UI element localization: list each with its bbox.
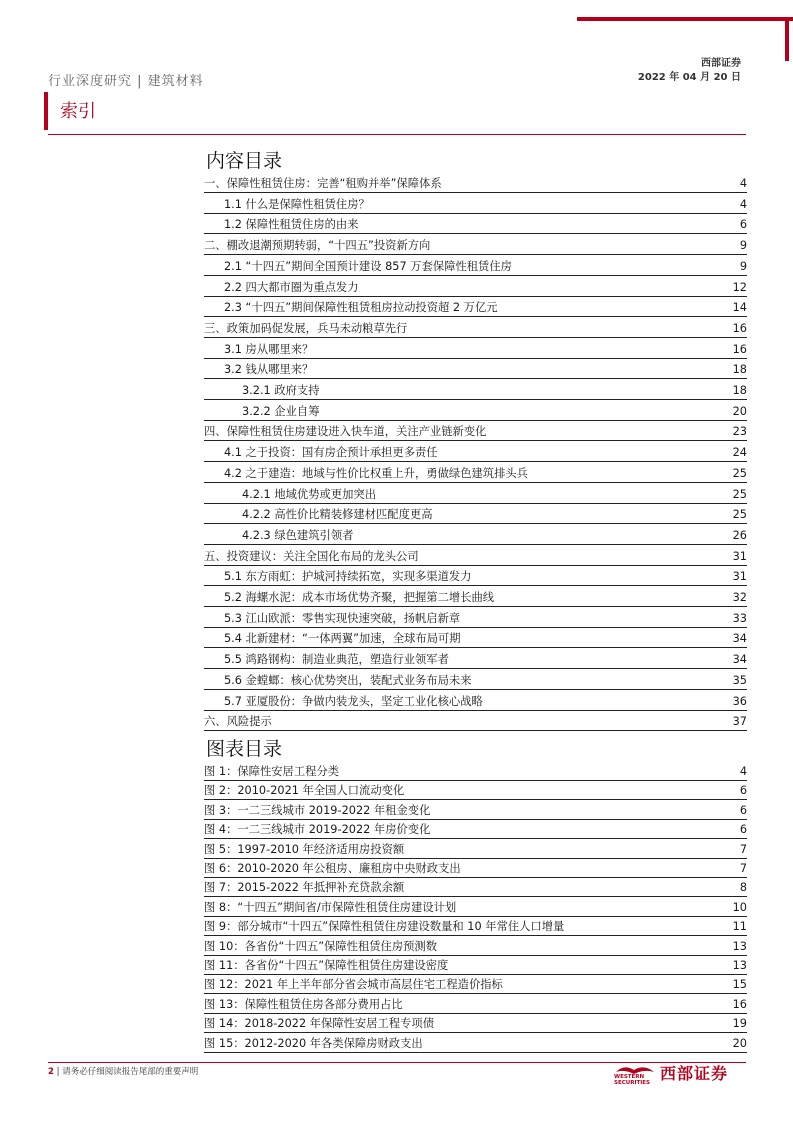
- toc-entry-label: 5.2 海螺水泥：成本市场优势齐聚，把握第二增长曲线: [224, 591, 495, 604]
- toc-entry-label: 5.5 鸿路钢构：制造业典范，塑造行业领军者: [224, 653, 449, 667]
- toc-entry[interactable]: [204, 507, 747, 524]
- toc-entry[interactable]: [204, 466, 747, 483]
- toc-entry[interactable]: [204, 611, 747, 628]
- figure-entry-page: 15: [732, 978, 747, 992]
- figure-entry[interactable]: [204, 1016, 747, 1033]
- logo-english-line-1: WESTERN: [614, 1074, 645, 1080]
- report-category: 行业深度研究 | 建筑材料: [48, 74, 204, 89]
- header-brand: 西部证券: [701, 58, 741, 69]
- toc-entry-page: 24: [732, 446, 747, 460]
- toc-entry-label: 5.4 北新建材：“一体两翼”加速，全球布局可期: [224, 632, 461, 646]
- toc-entry-page: 34: [732, 653, 747, 667]
- toc-entry-label: 二、棚改退潮预期转弱，“十四五”投资新方向: [204, 239, 431, 253]
- figure-entry[interactable]: [204, 880, 747, 897]
- figure-entry-page: 20: [732, 1036, 747, 1050]
- figure-entry[interactable]: [204, 997, 747, 1014]
- toc-entry-page: 31: [732, 570, 747, 584]
- corner-decoration-vertical: [785, 17, 789, 61]
- toc-entry-label: 4.2.1 地域优势或更加突出: [242, 487, 377, 501]
- toc-entry-label: 四、保障性租赁住房建设进入快车道，关注产业链新变化: [204, 425, 487, 439]
- figure-entry-page: 8: [739, 881, 747, 895]
- figure-entry-label: 图 14：2018-2022 年保障性安居工程专项债: [204, 1017, 434, 1031]
- figure-entry-label: 图 15：2012-2020 年各类保障房财政支出: [204, 1036, 423, 1050]
- toc-entry-page: 23: [732, 425, 747, 439]
- figure-entry-page: 6: [739, 823, 747, 837]
- figure-entry-label: 图 1：保障性安居工程分类: [204, 765, 340, 778]
- toc-entry[interactable]: [204, 259, 747, 276]
- figures-title: 图表目录: [206, 738, 283, 760]
- toc-entry-page: 37: [732, 715, 747, 729]
- toc-entry-page: 35: [732, 673, 747, 687]
- toc-entry[interactable]: [204, 714, 747, 731]
- figure-entry-page: 10: [732, 900, 747, 914]
- figure-entry-page: 19: [732, 1017, 747, 1031]
- figure-entry[interactable]: [204, 1036, 747, 1053]
- toc-entry[interactable]: [204, 197, 747, 214]
- toc-entry[interactable]: [204, 404, 747, 421]
- toc-entry-page: 18: [732, 363, 747, 377]
- toc-entry-label: 4.2 之于建造：地域与性价比权重上升，勇做绿色建筑排头兵: [224, 466, 528, 480]
- report-date: 2022 年 04 月 20 日: [637, 72, 741, 83]
- figure-entry-label: 图 12：2021 年上半年部分省会城市高层住宅工程造价指标: [204, 978, 503, 992]
- toc-entry[interactable]: [204, 549, 747, 566]
- toc-entry-page: 16: [732, 321, 747, 335]
- toc-entry-page: 32: [732, 591, 747, 604]
- toc-entry-label: 六、风险提示: [204, 715, 272, 729]
- figure-entry[interactable]: [204, 958, 747, 975]
- toc-entry-page: 20: [732, 404, 747, 418]
- figure-entry-page: 16: [732, 997, 747, 1011]
- toc-entry-label: 2.3 “十四五”期间保障性租赁租房拉动投资超 2 万亿元: [224, 301, 498, 315]
- toc-entry[interactable]: [204, 362, 747, 379]
- logo-english: [614, 1074, 650, 1086]
- logo-chinese: 西部证券: [660, 1064, 729, 1083]
- figure-entry-label: 图 7：2015-2022 年抵押补充贷款余额: [204, 881, 405, 895]
- toc-entry[interactable]: [204, 383, 747, 400]
- toc-entry-label: 5.7 亚厦股份：争做内装龙头，坚定工业化核心战略: [224, 694, 483, 708]
- figure-entry-page: 7: [739, 842, 747, 856]
- toc-entry[interactable]: [204, 300, 747, 317]
- logo-english-line-2: SECURITIES: [614, 1080, 651, 1086]
- toc-entry[interactable]: [204, 176, 747, 193]
- toc-entry-label: 3.2.1 政府支持: [242, 384, 320, 397]
- figure-entry[interactable]: [204, 803, 747, 820]
- corner-decoration-horizontal: [577, 17, 793, 21]
- toc-entry-page: 25: [732, 487, 747, 501]
- toc-entry-page: 34: [732, 632, 747, 646]
- figure-entry-label: 图 5：1997-2010 年经济适用房投资额: [204, 842, 405, 856]
- figure-entry-label: 图 9：部分城市“十四五”保障性租赁住房建设数量和 10 年常住人口增量: [204, 920, 565, 934]
- figure-entry[interactable]: [204, 764, 747, 781]
- toc-entry-page: 31: [732, 549, 747, 563]
- toc-entry-page: 33: [732, 611, 747, 625]
- toc-entry[interactable]: [204, 238, 747, 255]
- toc-entry-page: 36: [732, 694, 747, 708]
- toc-entry-label: 2.2 四大都市圈为重点发力: [224, 280, 359, 294]
- figure-entry[interactable]: [204, 919, 747, 936]
- figure-entry[interactable]: [204, 977, 747, 994]
- toc-entry[interactable]: [204, 590, 747, 607]
- toc-entry[interactable]: [204, 694, 747, 711]
- toc-entry-page: 9: [739, 259, 747, 273]
- toc-entry-page: 6: [739, 218, 747, 232]
- toc-entry-page: 4: [739, 177, 747, 190]
- figure-entry-page: 6: [739, 803, 747, 817]
- figure-entry-label: 图 6：2010-2020 年公租房、廉租房中央财政支出: [204, 862, 461, 875]
- toc-entry[interactable]: [204, 569, 747, 586]
- footer-disclaimer: 请务必仔细阅读报告尾部的重要声明: [62, 1067, 199, 1077]
- toc-entry-label: 5.6 金螳螂：核心优势突出，装配式业务布局未来: [224, 673, 472, 687]
- figure-entry[interactable]: [204, 861, 747, 878]
- figure-entry-label: 图 13：保障性租赁住房各部分费用占比: [204, 997, 403, 1011]
- figure-entry[interactable]: [204, 822, 747, 839]
- figure-entry-label: 图 3：一二三线城市 2019-2022 年租金变化: [204, 803, 431, 817]
- toc-entry-label: 三、政策加码促发展，兵马未动粮草先行: [204, 321, 408, 335]
- figure-entry-label: 图 8：“十四五”期间省/市保障性租赁住房建设计划: [204, 900, 457, 914]
- toc-entry-label: 一、保障性租赁住房：完善“租购并举”保障体系: [204, 177, 442, 190]
- toc-entry[interactable]: [204, 652, 747, 669]
- figure-entry-label: 图 10：各省份“十四五”保障性租赁住房预测数: [204, 939, 438, 953]
- figure-entry-page: 4: [739, 765, 747, 778]
- toc-entry-label: 4.2.3 绿色建筑引领者: [242, 528, 354, 542]
- footer-note: 2 | 请务必仔细阅读报告尾部的重要声明: [48, 1067, 199, 1077]
- figure-entry-page: 6: [739, 784, 747, 798]
- toc-entry[interactable]: [204, 445, 747, 462]
- toc-entry-label: 五、投资建议：关注全国化布局的龙头公司: [204, 549, 419, 563]
- toc-entry[interactable]: [204, 673, 747, 690]
- toc-entry[interactable]: [204, 342, 747, 359]
- figure-entry-page: 13: [732, 939, 747, 953]
- toc-entry-page: 25: [732, 466, 747, 480]
- toc-entry-label: 4.2.2 高性价比精装修建材匹配度更高: [242, 508, 433, 522]
- toc-entry-label: 3.1 房从哪里来？: [224, 342, 314, 356]
- index-divider: [48, 134, 746, 135]
- figure-entry[interactable]: [204, 900, 747, 917]
- index-heading: 索引: [60, 101, 96, 122]
- toc-entry-label: 2.1 “十四五”期间全国预计建设 857 万套保障性租赁住房: [224, 259, 512, 273]
- toc-entry-label: 1.2 保障性租赁住房的由来: [224, 218, 359, 232]
- toc-entry[interactable]: [204, 487, 747, 504]
- toc-entry-label: 3.2 钱从哪里来？: [224, 363, 314, 377]
- toc-entry-page: 16: [732, 342, 747, 356]
- figure-entry[interactable]: [204, 783, 747, 800]
- figure-entry-label: 图 11：各省份“十四五”保障性租赁住房建设密度: [204, 959, 449, 972]
- toc-entry-label: 5.1 东方雨虹：护城河持续拓宽，实现多渠道发力: [224, 570, 472, 584]
- toc-entry[interactable]: [204, 424, 747, 441]
- toc-entry-label: 5.3 江山欧派：零售实现快速突破，扬帆启新章: [224, 611, 461, 625]
- toc-entry[interactable]: [204, 631, 747, 648]
- figure-entry-page: 11: [732, 920, 747, 934]
- toc-entry-page: 12: [732, 280, 747, 294]
- toc-entry[interactable]: [204, 321, 747, 338]
- page-number: 2: [48, 1067, 54, 1077]
- toc-entry-page: 25: [732, 508, 747, 522]
- figure-entry-label: 图 2：2010-2021 年全国人口流动变化: [204, 784, 405, 798]
- figure-entry-page: 13: [732, 959, 747, 972]
- toc-entry-page: 9: [739, 239, 747, 253]
- index-accent-bar: [44, 92, 48, 130]
- toc-entry-label: 1.1 什么是保障性租赁住房？: [224, 197, 370, 211]
- figure-entry[interactable]: [204, 842, 747, 859]
- toc-entry-page: 14: [732, 301, 747, 315]
- toc-entry[interactable]: [204, 217, 747, 234]
- toc-title: 内容目录: [206, 150, 283, 172]
- figure-entry-page: 7: [739, 862, 747, 875]
- toc-entry-page: 4: [739, 197, 747, 211]
- toc-entry[interactable]: [204, 280, 747, 297]
- figure-entry-label: 图 4：一二三线城市 2019-2022 年房价变化: [204, 823, 431, 837]
- toc-entry-label: 4.1 之于投资：国有房企预计承担更多责任: [224, 446, 438, 460]
- figure-entry[interactable]: [204, 939, 747, 956]
- toc-entry-page: 18: [732, 384, 747, 397]
- toc-entry-label: 3.2.2 企业自筹: [242, 404, 320, 418]
- toc-entry[interactable]: [204, 528, 747, 545]
- toc-entry-page: 26: [732, 528, 747, 542]
